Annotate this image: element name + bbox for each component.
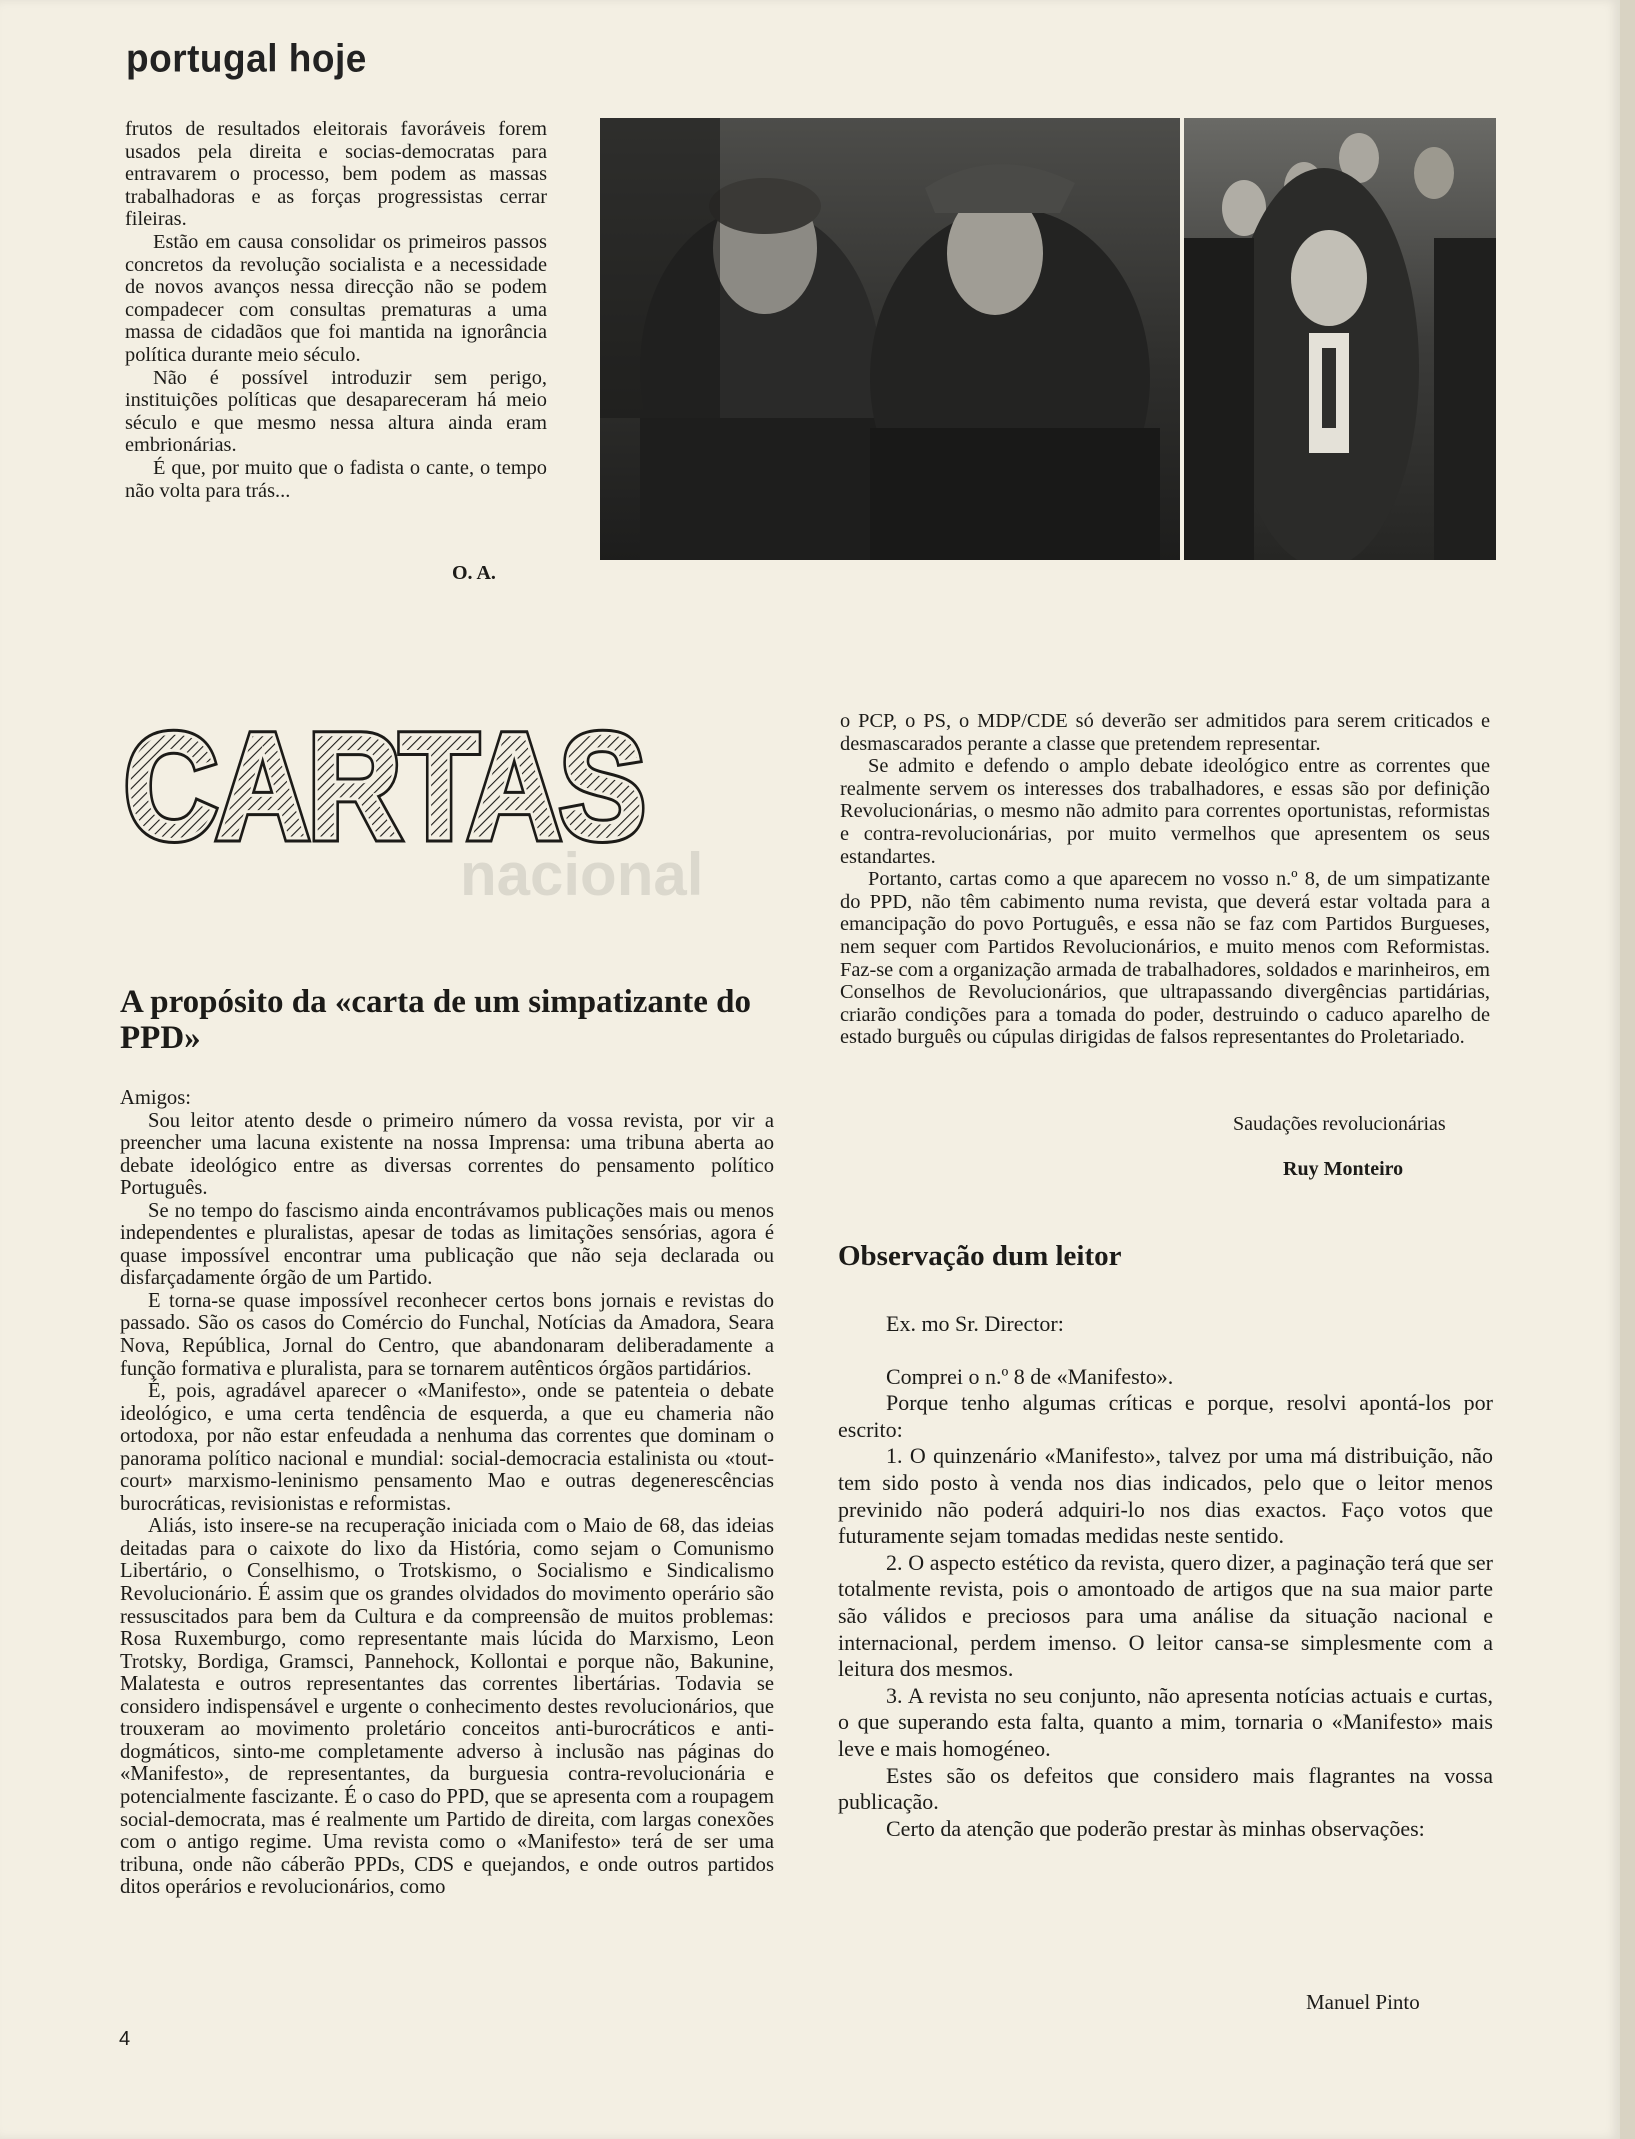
cartas-section-logo (120, 700, 650, 850)
letter2-body (838, 1311, 1493, 1842)
letter1-author: Ruy Monteiro (1283, 1158, 1404, 1180)
top-paragraph: Estão em causa consolidar os primeiros passos concretos da revolução socialista e a necessidade de novos avanços nessa direcção não se podem compadecer com consultas prematuras a uma massa de cidadãos que foi mantida na ignorância política durante meio século. (125, 230, 547, 366)
letter2-paragraph: 1. O quinzenário «Manifesto», talvez por uma má distribuição, não tem sido posto à venda nos dias indicados, pelo que o leitor menos previnido não poderá adquiri-lo nos dias exactos. Faço votos que futuramente sejam tomadas medidas neste sentido. (838, 1443, 1493, 1549)
letter1-paragraph: Aliás, isto insere-se na recuperação iniciada com o Maio de 68, das ideias deitadas para o caixote do lixo da História, como sejam o Comunismo Libertário, o Conselhismo, o Trotskismo, o Socialismo e Sindicalismo Revolucionário. É assim que os grandes olvidados do movimento operário são ressuscitados para bem da Cultura e da compreensão de muitos problemas: Rosa Ruxemburgo, como representante mais lúcida do Marxismo, Leon Trotsky, Bordiga, Gramsci, Pannehock, Kollontai e porque não, Bakunine, Malatesta e outros representantes das correntes libertárias. Todavia se considero indispensável e urgente o conhecimento destes revolucionários, que trouxeram ao movimento proletário conceitos anti-burocráticos e anti-dogmáticos, sinto-me completamente adverso à inclusão nas páginas do «Manifesto», de representantes, da burguesia contra-revolucionária e potencialmente fascizante. É o caso do PPD, que se apresenta com a roupagem social-democrata, mas é realmente um Partido de direita, com largas conexões com o antigo regime. Uma revista como o «Manifesto» terá de ser uma tribuna, onde não cáberão PPDs, CDS e quejandos, e onde outros partidos ditos operários e revolucionários, como (120, 1515, 774, 1899)
cartas-title-outline: CARTAS (124, 702, 644, 850)
cartas-title: CARTAS (124, 702, 644, 850)
letter1-title: A propósito da «carta de um simpatizante do PPD» (120, 984, 751, 1056)
letter1-paragraph: Se no tempo do fascismo ainda encontrávamos publicações mais ou menos independentes e pluralistas, apesar de todas as limitações sensórias, agora é quase impossível encontrar uma publicação que não seja declarada ou disfarçadamente órgão de um Partido. (120, 1199, 774, 1290)
news-photograph (600, 118, 1496, 560)
top-paragraph: É que, por muito que o fadista o cante, o tempo não volta para trás... (125, 456, 547, 502)
letter2-title: Observação dum leitor (838, 1240, 1122, 1272)
photo-right-panel (1184, 118, 1496, 560)
letter2-paragraph: Comprei o n.º 8 de «Manifesto». (886, 1363, 1174, 1389)
page-number: 4 (119, 2028, 131, 2050)
letter2-paragraph: Porque tenho algumas críticas e porque, resolvi apontá-los por escrito: (838, 1390, 1493, 1442)
letter2-salutation: Ex. mo Sr. Director: (886, 1311, 1064, 1336)
letter2-paragraph: Estes são os defeitos que considero mais flagrantes na vossa publicação. (838, 1762, 1493, 1815)
letter2-paragraph: Certo da atenção que poderão prestar às minhas observações: (886, 1815, 1425, 1841)
photo-left-panel (600, 118, 1180, 560)
photo-figures-right (1184, 118, 1496, 560)
letter1-closing: Saudações revolucionárias (1233, 1113, 1446, 1135)
letter1-cont-paragraph: o PCP, o PS, o MDP/CDE só deverão ser admitidos para serem criticados e desmascarados perante a classe que pretendem representar. (840, 710, 1490, 755)
letter2-author: Manuel Pinto (1306, 1990, 1420, 2014)
letter1-paragraph: É, pois, agradável aparecer o «Manifesto», onde se patenteia o debate ideológico, e uma certa tendência de esquerda, a que eu chameria não ortodoxa, por não estar enfeudada a nenhuma das correntes que dominam o panorama político nacional e mundial: social-democracia estalinista ou «tout-court» marxismo-leninismo pensamento Mao e outras degenerescências burocráticas, revisionistas e reformistas. (120, 1380, 774, 1515)
letter1-cont-paragraph: Portanto, cartas como a que aparecem no vosso n.º 8, de um simpatizante do PPD, não têm cabimento numa revista, que deverá estar voltada para a emancipação do povo Português, e essa não se faz com Partidos Burgueses, nem sequer com Partidos Revolucionários, e muito menos com Reformistas. Faz-se com a organização armada de trabalhadores, soldados e marinheiros, em Conselhos de Revolucionários, que ultrapassando divergências partidárias, criarão condições para a tomada do poder, destruindo o caduco aparelho de estado burguês ou cúpulas dirigidas de falsos representantes do Proletariado. (840, 868, 1490, 1049)
bleed-through-text: nacional (460, 841, 704, 908)
top-signature: O. A. (452, 562, 496, 584)
page-edge (1620, 0, 1635, 2139)
letter2-paragraph: 2. O aspecto estético da revista, quero dizer, a paginação terá que ser totalmente revista, pois o amontoado de artigos que na sua maior parte são válidos e preciosos para uma análise da situação nacional e internacional, perdem imenso. O leitor cansa-se simplesmente com a leitura dos mesmos. (838, 1549, 1493, 1682)
letter1-paragraph: E torna-se quase impossível reconhecer certos bons jornais e revistas do passado. São os casos do Comércio do Funchal, Notícias da Amadora, Seara Nova, República, Jornal do Centro, que abandonaram deliberadamente a função formativa e pluralista, para se tornarem autênticos órgãos partidários. (120, 1289, 774, 1380)
top-paragraph: frutos de resultados eleitorais favoráveis forem usados pela direita e socias-democratas para entravarem o processo, bem podem as massas trabalhadoras e as forças progressistas cerrar fileiras. (125, 118, 547, 231)
letter1-paragraph: Sou leitor atento desde o primeiro número da vossa revista, por vir a preencher uma lacuna existente na nossa Imprensa: uma tribuna aberta ao debate ideológico entre as diversas correntes do pensamento político Português. (120, 1109, 774, 1200)
letter1-salutation: Amigos: (120, 1087, 191, 1109)
top-article (125, 118, 547, 502)
letter1-cont-paragraph: Se admito e defendo o amplo debate ideológico entre as correntes que realmente servem os interesses dos trabalhadores, e essas são por definição Revolucionárias, o mesmo não admito para correntes oportunistas, reformistas e contra-revolucionárias, por muito vermelhos que apresentem os seus estandartes. (840, 755, 1490, 868)
letter2-paragraph: 3. A revista no seu conjunto, não apresenta notícias actuais e curtas, o que superando esta falta, quanto a mim, tornaria o «Manifesto» mais leve e mais homogéneo. (838, 1682, 1493, 1761)
masthead: portugal hoje (126, 36, 367, 80)
letter1-body (120, 1087, 774, 1899)
letter1-continuation (840, 710, 1490, 1049)
top-paragraph: Não é possível introduzir sem perigo, instituições políticas que desapareceram há meio século e que mesmo nessa altura ainda eram embrionárias. (125, 366, 547, 457)
photo-figures-left (600, 118, 1180, 560)
